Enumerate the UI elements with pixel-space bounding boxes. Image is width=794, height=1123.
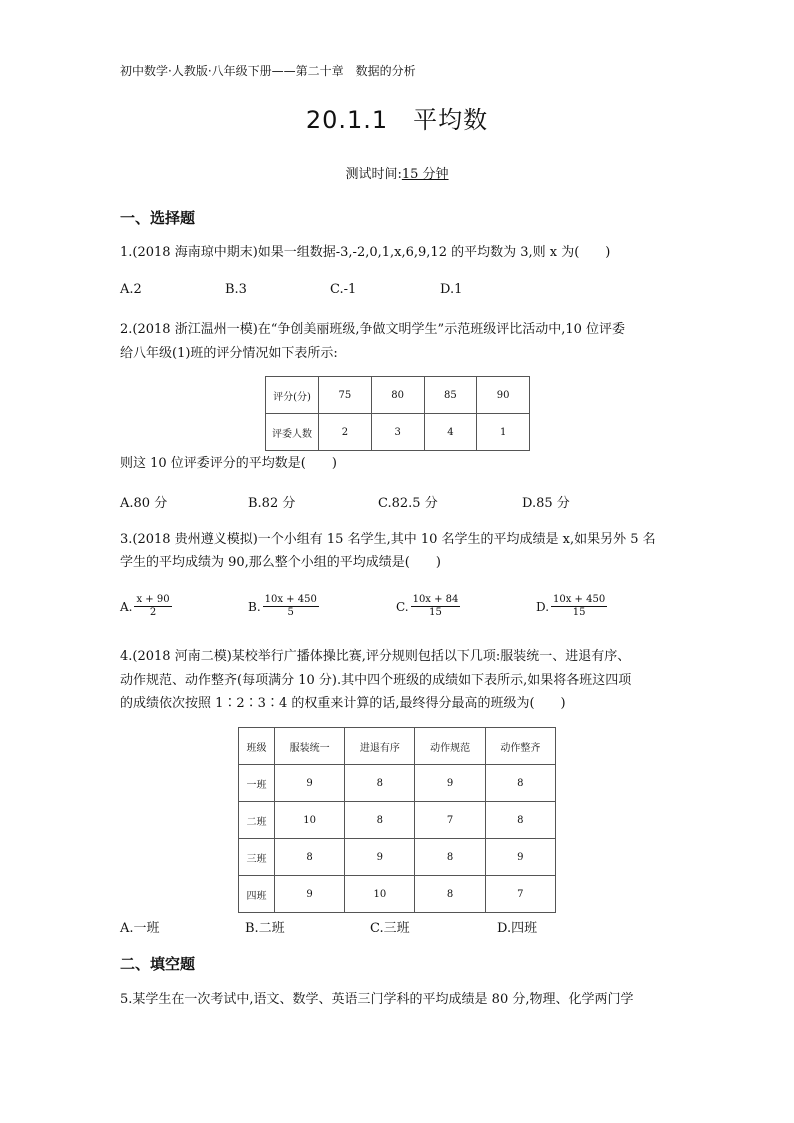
table-cell: 8 [415,876,485,913]
q3-option-a-label: A. [120,599,133,614]
class-score-table [238,727,556,913]
question-1-options [120,282,680,302]
table-cell: 85 [424,377,477,414]
table-cell: 一班 [239,765,275,802]
q3-option-c-numerator: 10x + 84 [412,594,459,605]
test-time [0,163,794,182]
q1-option-c: C.-1 [330,282,357,297]
question-3-options [120,594,680,622]
document-header: 初中数学·人教版·八年级下册——第二十章 数据的分析 [120,64,416,78]
question-2-line2: 给八年级(1)班的评分情况如下表所示: [120,346,338,361]
q4-option-a: A.一班 [120,921,160,936]
q3-option-b-label: B. [248,599,261,614]
q3-option-c-denominator: 15 [429,607,442,618]
q3-option-d-numerator: 10x + 450 [553,594,606,605]
section-fill-blank: 二、填空题 [120,955,196,973]
table-row [239,876,556,913]
table-cell: 评委人数 [266,414,319,451]
question-4-options [120,917,680,937]
table-cell: 10 [345,876,415,913]
question-4-line2: 动作规范、动作整齐(每项满分 10 分).其中四个班级的成绩如下表所示,如果将各班这四项 [120,673,632,688]
question-4-line3: 的成绩依次按照 1∶2∶3∶4 的权重来计算的话,最终得分最高的班级为( ) [120,696,566,711]
table-header-cell: 班级 [239,728,275,765]
question-2-line1: 2.(2018 浙江温州一模)在“争创美丽班级,争做文明学生”示范班级评比活动中,10 位评委 [120,322,625,337]
table-row [239,802,556,839]
q2-option-d: D.85 分 [522,496,570,511]
table-cell: 9 [274,765,344,802]
test-time-value: 15 分钟 [401,167,449,182]
question-3-line1: 3.(2018 贵州遵义模拟)一个小组有 15 名学生,其中 10 名学生的平均成绩是 x,如果另外 5 名 [120,532,656,547]
q3-option-b [248,594,319,619]
table-cell: 1 [477,414,530,451]
question-2-options [120,492,680,512]
q2-option-b: B.82 分 [248,496,296,511]
table-header-cell: 动作规范 [415,728,485,765]
table-header-cell: 进退有序 [345,728,415,765]
q4-option-b: B.二班 [245,921,285,936]
q3-option-a [120,594,172,619]
table-cell: 80 [371,377,424,414]
table-cell: 三班 [239,839,275,876]
table-cell: 2 [319,414,372,451]
q1-option-d: D.1 [440,282,463,297]
q3-option-b-numerator: 10x + 450 [264,594,317,605]
test-time-label: 测试时间: [345,167,402,182]
q3-option-a-numerator: x + 90 [136,594,170,605]
q3-option-a-denominator: 2 [149,607,157,618]
q3-option-d-denominator: 15 [572,607,586,618]
table-cell: 评分(分) [266,377,319,414]
page-title: 20.1.1 平均数 [305,106,489,134]
table-cell: 8 [485,765,555,802]
table-cell: 75 [319,377,372,414]
table-row [239,839,556,876]
score-table [265,376,530,451]
table-cell: 4 [424,414,477,451]
table-cell: 8 [345,802,415,839]
q1-option-a: A.2 [120,282,142,297]
q1-option-b: B.3 [225,282,247,297]
q4-option-d: D.四班 [497,921,538,936]
table-cell: 8 [415,839,485,876]
section-choice: 一、选择题 [120,209,196,227]
table-cell: 二班 [239,802,275,839]
table-cell: 9 [274,876,344,913]
table-cell: 9 [415,765,485,802]
table-cell: 四班 [239,876,275,913]
table-cell: 3 [371,414,424,451]
table-row [239,765,556,802]
q2-option-a: A.80 分 [120,496,168,511]
table-header-cell: 服装统一 [274,728,344,765]
table-cell: 7 [485,876,555,913]
q4-option-c: C.三班 [370,921,410,936]
question-1-text: 1.(2018 海南琼中期末)如果一组数据-3,-2,0,1,x,6,9,12 的平均数为 3,则 x 为( ) [120,245,611,260]
table-cell: 8 [485,802,555,839]
question-5-text: 5.某学生在一次考试中,语文、数学、英语三门学科的平均成绩是 80 分,物理、化学两门学 [120,992,634,1007]
question-3-line2: 学生的平均成绩为 90,那么整个小组的平均成绩是( ) [120,555,441,570]
q3-option-d [536,594,607,619]
table-cell: 9 [485,839,555,876]
table-cell: 10 [274,802,344,839]
table-cell: 8 [345,765,415,802]
table-cell: 7 [415,802,485,839]
question-2-after: 则这 10 位评委评分的平均数是( ) [120,456,337,471]
q3-option-d-label: D. [536,599,550,614]
table-header-cell: 动作整齐 [485,728,555,765]
table-cell: 90 [477,377,530,414]
q3-option-b-denominator: 5 [287,607,294,618]
table-cell: 8 [274,839,344,876]
q3-option-c [396,594,460,619]
q3-option-c-label: C. [396,599,409,614]
table-cell: 9 [345,839,415,876]
question-4-line1: 4.(2018 河南二模)某校举行广播体操比赛,评分规则包括以下几项:服装统一、进退有序、 [120,649,631,664]
q2-option-c: C.82.5 分 [378,496,438,511]
